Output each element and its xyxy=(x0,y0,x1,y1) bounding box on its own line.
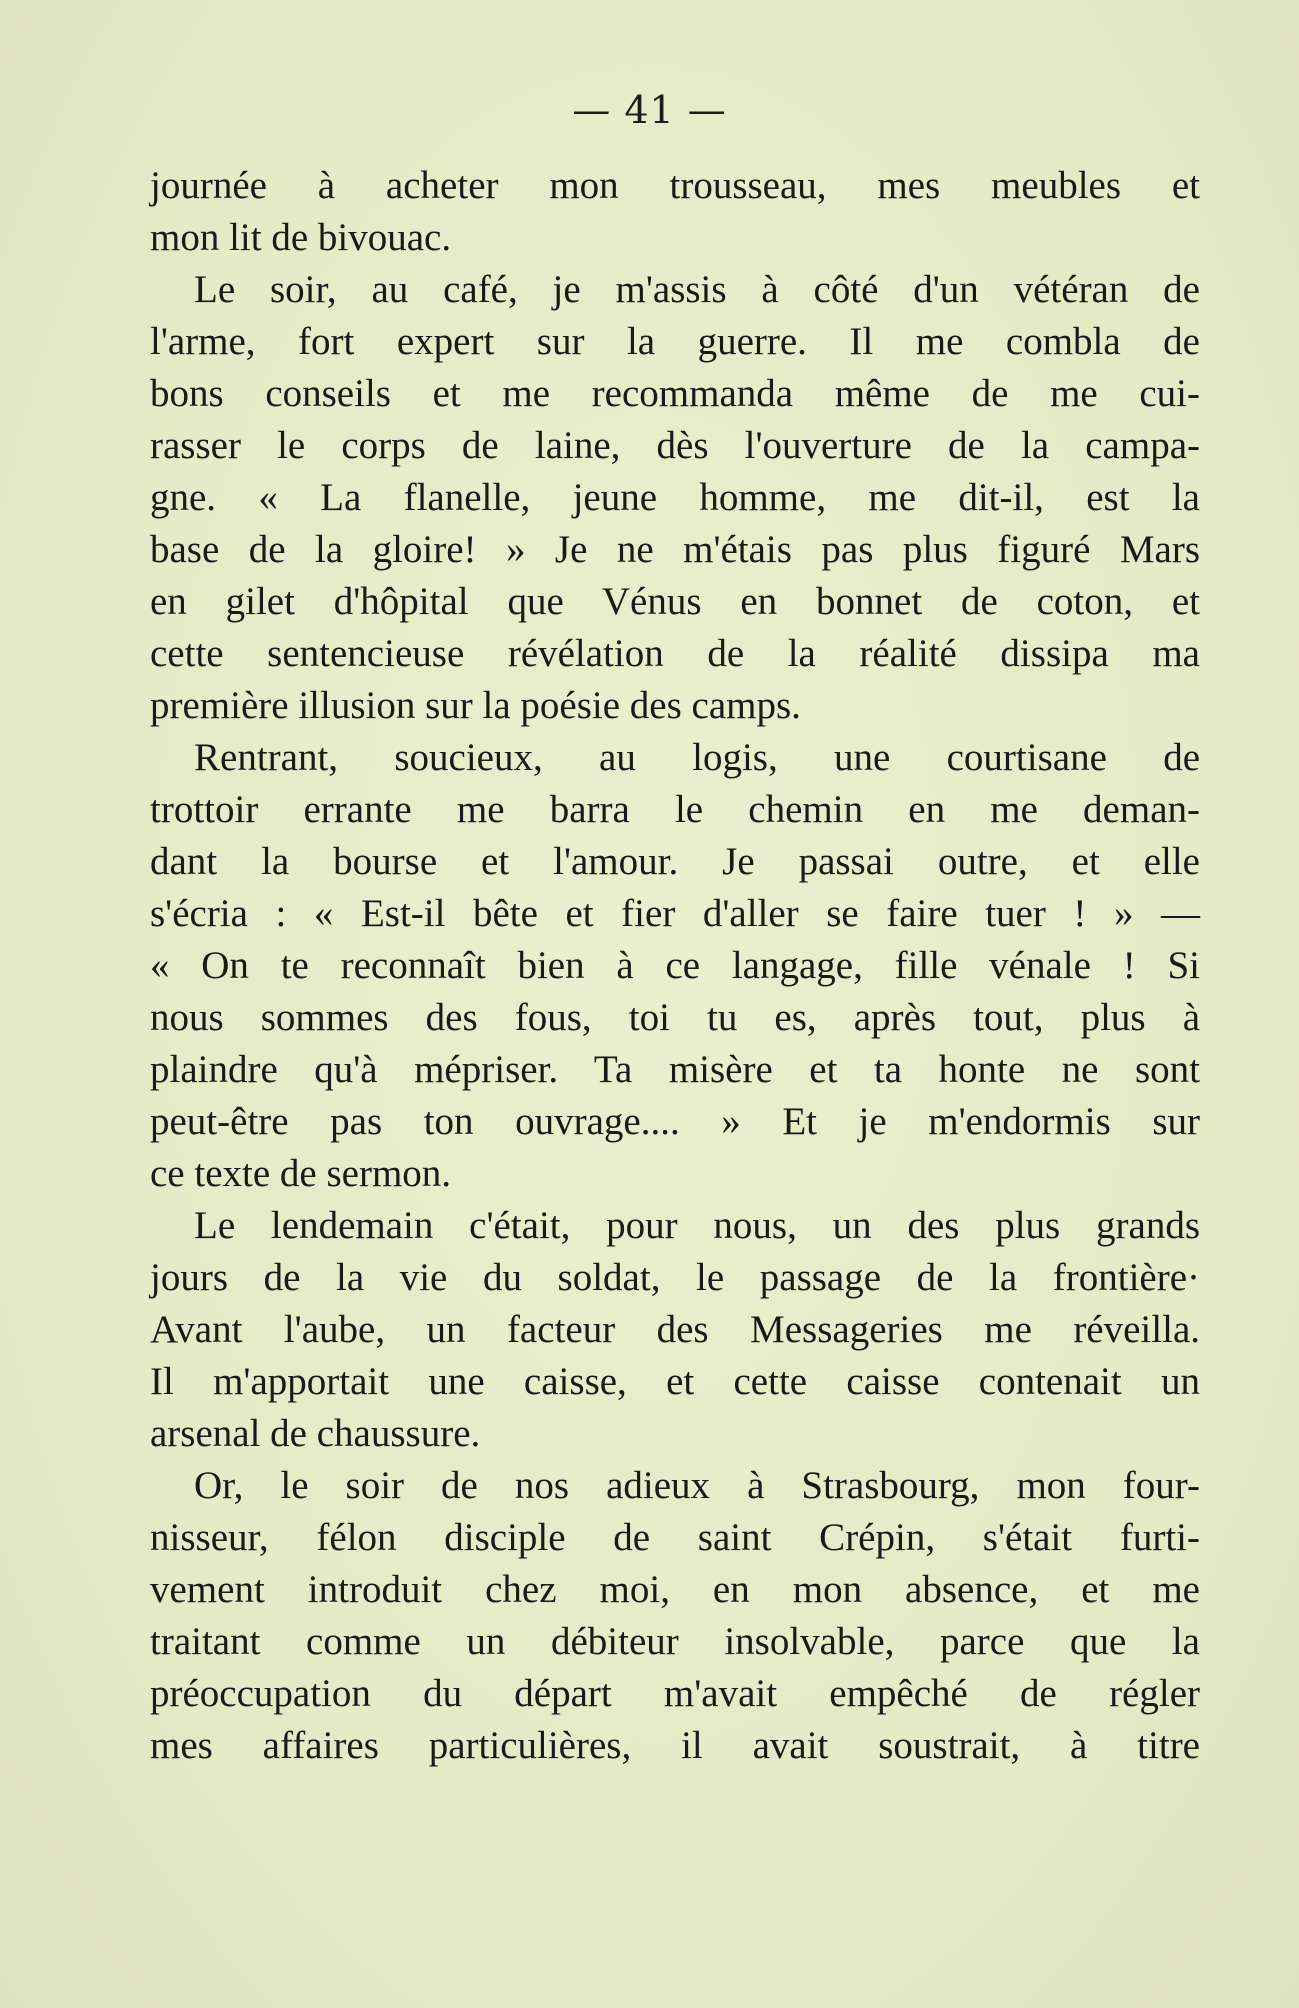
text-line: cette sentencieuse révélation de la réalité dissipa ma xyxy=(150,632,1200,675)
text-line: préoccupation du départ m'avait empêché de régler xyxy=(150,1672,1200,1715)
text-line: s'écria : « Est-il bête et fier d'aller se faire tuer ! » — xyxy=(150,892,1200,935)
text-line: base de la gloire! » Je ne m'étais pas plus figuré Mars xyxy=(150,528,1200,571)
text-line: en gilet d'hôpital que Vénus en bonnet de coton, et xyxy=(150,580,1200,623)
text-line: nisseur, félon disciple de saint Crépin, s'était furti- xyxy=(150,1516,1200,1559)
text-line: journée à acheter mon trousseau, mes meubles et xyxy=(150,164,1200,207)
text-line: jours de la vie du soldat, le passage de la frontière· xyxy=(150,1256,1200,1299)
text-line: bons conseils et me recommanda même de me cui- xyxy=(150,372,1200,415)
text-line: gne. « La flanelle, jeune homme, me dit-il, est la xyxy=(150,476,1200,519)
text-line: arsenal de chaussure. xyxy=(150,1412,481,1455)
text-line: Il m'apportait une caisse, et cette caisse contenait un xyxy=(150,1360,1200,1403)
text-line: vement introduit chez moi, en mon absence, et me xyxy=(150,1568,1200,1611)
text-line: peut-être pas ton ouvrage.... » Et je m'endormis sur xyxy=(150,1100,1200,1143)
text-line: nous sommes des fous, toi tu es, après tout, plus à xyxy=(150,996,1200,1039)
text-line: Avant l'aube, un facteur des Messageries me réveilla. xyxy=(150,1308,1200,1351)
page-number: — 41 — xyxy=(572,88,727,132)
text-line: Le soir, au café, je m'assis à côté d'un vétéran de xyxy=(194,268,1200,311)
text-line: mon lit de bivouac. xyxy=(150,216,452,259)
text-line: dant la bourse et l'amour. Je passai outre, et elle xyxy=(150,840,1200,883)
text-line: Rentrant, soucieux, au logis, une courtisane de xyxy=(194,736,1200,779)
text-line: plaindre qu'à mépriser. Ta misère et ta honte ne sont xyxy=(150,1048,1200,1091)
text-line: ce texte de sermon. xyxy=(150,1152,452,1195)
text-line: mes affaires particulières, il avait soustrait, à titre xyxy=(150,1724,1200,1767)
text-line: « On te reconnaît bien à ce langage, fille vénale ! Si xyxy=(150,944,1200,987)
text-line: Le lendemain c'était, pour nous, un des plus grands xyxy=(194,1204,1200,1247)
text-line: l'arme, fort expert sur la guerre. Il me combla de xyxy=(150,320,1200,363)
text-line: première illusion sur la poésie des camps. xyxy=(150,684,801,727)
text-line: Or, le soir de nos adieux à Strasbourg, mon four- xyxy=(194,1464,1200,1507)
text-line: traitant comme un débiteur insolvable, parce que la xyxy=(150,1620,1200,1663)
text-line: rasser le corps de laine, dès l'ouverture de la campa- xyxy=(150,424,1200,467)
text-line: trottoir errante me barra le chemin en me deman- xyxy=(150,788,1200,831)
body-text xyxy=(150,160,1200,1772)
